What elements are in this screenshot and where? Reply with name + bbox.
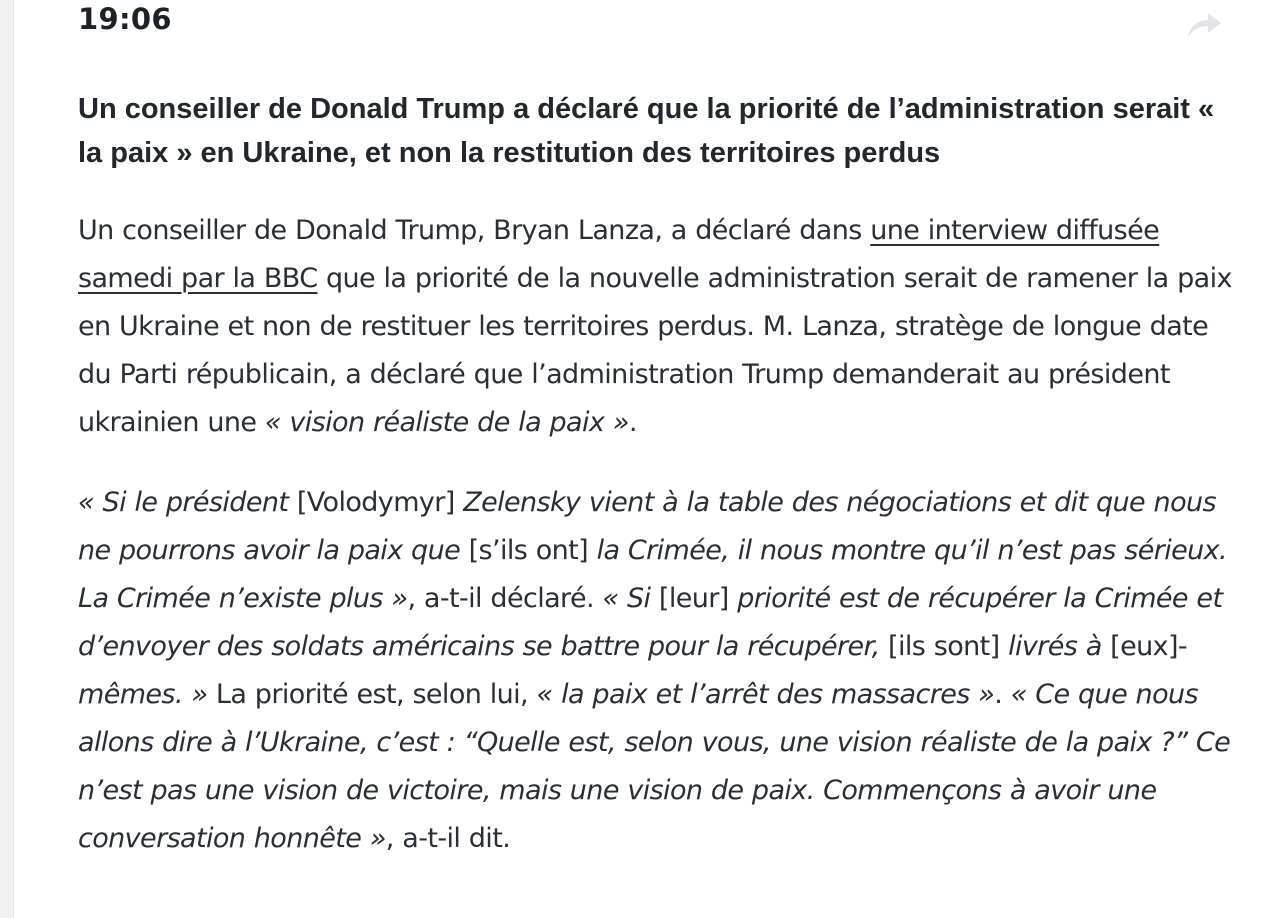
left-rail bbox=[0, 0, 14, 918]
p1-end: . bbox=[628, 407, 637, 438]
body-text: . bbox=[994, 679, 1011, 710]
bracket-insert: [s’ils ont] bbox=[460, 535, 597, 566]
p1-text-before-link: Un conseiller de Donald Trump, Bryan Lanza, a déclaré dans bbox=[78, 215, 871, 246]
bracket-insert: [ils sont] bbox=[879, 631, 1009, 662]
share-button[interactable] bbox=[1184, 6, 1224, 42]
body-text: La priorité est, selon lui, bbox=[207, 679, 537, 710]
quote-part: « Si bbox=[602, 583, 651, 614]
bracket-insert: [eux]- bbox=[1101, 631, 1188, 662]
p1-quote: « vision réaliste de la paix » bbox=[264, 407, 629, 438]
p1-text-after-link: que la priorité de la nouvelle administration serait de ramener la paix en Ukraine et non de restituer les territoires perdus. M. Lanza, stratège de longue date du Parti républicain, a déclaré que l’administration Trump demanderait au président ukrainien une bbox=[78, 263, 1232, 438]
quote-part: mêmes. » bbox=[78, 679, 208, 710]
quote-part: « la paix et l’arrêt des massacres » bbox=[536, 679, 995, 710]
attribution-text: , a-t-il dit. bbox=[385, 823, 511, 854]
post-time: 19:06 bbox=[78, 2, 172, 36]
quote-part: Zelensky vient à la table des négociations et dit que nous ne pourrons avoir la paix que bbox=[78, 487, 1216, 566]
bbc-interview-link[interactable]: une interview diffusée samedi par la BBC bbox=[78, 215, 1160, 294]
paragraph-2 bbox=[78, 479, 1243, 863]
quote-part: « Ce que nous allons dire à l’Ukraine, c’est : “Quelle est, selon vous, une vision réaliste de la paix ?” Ce n’est pas une vision de victoire, mais une vision de paix. Commençons à avoir une conversation honnête » bbox=[78, 679, 1231, 854]
bracket-insert: [Volodymyr] bbox=[288, 487, 464, 518]
quote-part: « Si le président bbox=[78, 487, 289, 518]
share-arrow-icon bbox=[1184, 6, 1224, 42]
paragraph-1 bbox=[78, 207, 1243, 447]
quote-part: livrés à bbox=[1008, 631, 1102, 662]
bracket-insert: [leur] bbox=[650, 583, 738, 614]
post-title: Un conseiller de Donald Trump a déclaré que la priorité de l’administration serait « la paix » en Ukraine, et non la restitution des territoires perdus bbox=[78, 93, 1215, 169]
quote-part: priorité est de récupérer la Crimée et d’envoyer des soldats américains se battre pour la récupérer, bbox=[78, 583, 1223, 662]
attribution-text: , a-t-il déclaré. bbox=[407, 583, 603, 614]
quote-part: la Crimée, il nous montre qu’il n’est pas sérieux. La Crimée n’existe plus » bbox=[78, 535, 1228, 614]
